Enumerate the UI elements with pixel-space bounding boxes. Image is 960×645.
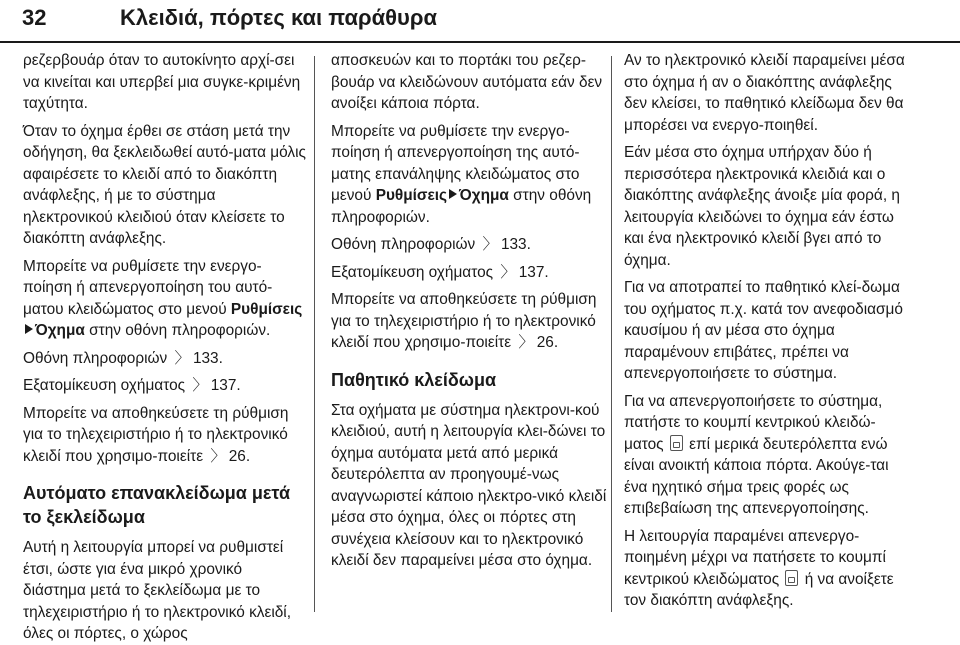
reference-page: 133. <box>500 236 531 253</box>
reference-text: Οθόνη πληροφοριών <box>23 349 168 367</box>
paragraph-text: Μπορείτε να αποθηκεύσετε τη ρύθμιση για το τηλεχειριστήριο ή το ηλεκτρονικό κλειδί που χρησιμο-ποιείτε <box>331 291 597 351</box>
reference-arrow-icon: 〉 <box>518 334 534 351</box>
paragraph: αποσκευών και το πορτάκι του ρεζερ-βουάρ να κλειδώνουν αυτόματα εάν δεν ανοίξει κάποια πόρτα. <box>331 52 603 112</box>
reference-arrow-icon: 〉 <box>500 263 516 281</box>
lock-icon <box>785 570 798 586</box>
reference-arrow-icon: 〉 <box>482 236 498 253</box>
paragraph <box>331 289 615 354</box>
reference-arrow-icon: 〉 <box>210 447 226 465</box>
paragraph-text: στην οθόνη πληροφοριών. <box>89 322 271 339</box>
reference-text: Οθόνη πληροφοριών <box>331 236 476 253</box>
reference-arrow-icon: 〉 <box>192 377 208 394</box>
paragraph: Στα οχήματα με σύστημα ηλεκτρονι-κού κλειδιού, αυτή η λειτουργία κλει-δώνει το όχημα αυτόματα μετά από μερικά δευτερόλεπτα αν προηγουμέ-νως αναγνωριστεί κάποιο ηλεκτρο-νικό κλειδί μέσα στο όχημα, όλες οι πόρτες στη συνέχεια κλείσουν και το ηλεκτρονικό κλειδί δεν παραμείνει μέσα στο όχημα. <box>331 401 607 569</box>
reference-page: 26. <box>228 447 251 465</box>
paragraph-text: Μπορείτε να αποθηκεύσετε τη ρύθμιση για το τηλεχειριστήριο ή το ηλεκτρονικό κλειδί που χρησιμο-ποιείτε <box>23 404 289 465</box>
triangle-right-icon <box>449 189 457 199</box>
column-3 <box>624 50 914 618</box>
paragraph-text: ή να ανοίξετε τον διακόπτη ανάφλεξης. <box>624 570 894 609</box>
paragraph: ρεζερβουάρ όταν το αυτοκίνητο αρχί-σει να κινείται και υπερβεί μια συγκε-κριμένη ταχύτητα. <box>23 52 301 112</box>
paragraph-text: Για να απενεργοποιήσετε το σύστημα, πατήστε το κουμπί κεντρικού κλειδώ-ματος <box>624 392 883 453</box>
reference-arrow-icon: 〉 <box>174 349 190 367</box>
page-title: Κλειδιά, πόρτες και παράθυρα <box>120 5 437 30</box>
paragraph-text: Μπορείτε να ρυθμίσετε την ενεργο-ποίηση ή απενεργοποίηση της αυτό-ματης επανάληψης κλειδώματος στο μενού <box>331 122 580 204</box>
paragraph <box>624 391 914 520</box>
reference-page: 137. <box>210 377 241 394</box>
reference-page: 133. <box>192 349 223 367</box>
paragraph: Όταν το όχημα έρθει σε στάση μετά την οδήγηση, θα ξεκλειδωθεί αυτό-ματα μόλις αφαιρέσετε το κλειδί από το διακόπτη ανάφλεξης, ή με το σύστημα ηλεκτρονικού κλειδιού όταν κλείσετε το διακόπτη ανάφλεξης. <box>23 122 306 247</box>
column-2 <box>331 50 615 578</box>
section-heading: Παθητικό κλείδωμα <box>331 369 497 390</box>
reference-page: 26. <box>536 334 559 351</box>
cross-reference <box>331 262 615 284</box>
paragraph: Αυτή η λειτουργία μπορεί να ρυθμιστεί έτσι, ώστε για ένα μικρό χρονικό διάστημα μετά το ξεκλείδωμα με το τηλεχειριστήριο ή το ηλεκτρονικό κλειδί, όλες οι πόρτες, ο χώρος <box>23 539 292 642</box>
cross-reference <box>23 348 307 370</box>
paragraph <box>23 403 307 468</box>
paragraph-text: Μπορείτε να ρυθμίσετε την ενεργο-ποίηση ή απενεργοποίηση του αυτό-ματου κλειδώματος στο μενού <box>23 257 273 318</box>
cross-reference <box>23 375 307 397</box>
unlock-icon <box>670 435 683 451</box>
paragraph-text: στην οθόνη πληροφοριών. <box>331 187 592 226</box>
paragraph <box>624 526 914 612</box>
paragraph <box>23 256 307 342</box>
column-1 <box>23 50 307 645</box>
triangle-right-icon <box>25 324 33 334</box>
paragraph <box>331 121 615 229</box>
paragraph-text: επί μερικά δευτερόλεπτα ενώ είναι ανοικτή κάποια πόρτα. Ακούγε-ται ένα ηχητικό σήμα τρεις φορές ως επιβεβαίωση της απενεργοποίησης. <box>624 435 889 517</box>
reference-text: Εξατομίκευση οχήματος <box>23 377 186 394</box>
column-divider <box>314 56 315 612</box>
cross-reference <box>331 234 615 256</box>
menu-path-settings: Ρυθμίσεις <box>375 187 448 204</box>
page-header <box>0 0 960 50</box>
header-rule <box>0 41 960 43</box>
reference-page: 137. <box>518 263 549 281</box>
page-number: 32 <box>22 5 47 30</box>
paragraph: Αν το ηλεκτρονικό κλειδί παραμείνει μέσα στο όχημα ή αν ο διακόπτης ανάφλεξης δεν κλείσει, το παθητικό κλείδωμα δεν θα μπορέσει να ενεργο-ποιηθεί. <box>624 52 905 134</box>
menu-path-vehicle: Όχημα <box>35 322 85 339</box>
menu-path-settings: Ρυθμίσεις <box>230 300 303 318</box>
paragraph: Για να αποτραπεί το παθητικό κλεί-δωμα του οχήματος π.χ. κατά τον ανεφοδιασμό καυσίμου ή αν μέσα στο όχημα παραμένουν επιβάτες, πρέπει να απενεργοποιήσετε το σύστημα. <box>624 279 903 382</box>
menu-path-vehicle: Όχημα <box>459 187 509 204</box>
paragraph: Εάν μέσα στο όχημα υπήρχαν δύο ή περισσότερα ηλεκτρονικά κλειδιά και ο διακόπτης ανάφλεξης άνοιξε μία φορά, η λειτουργία κλειδώνει το όχημα εάν έστω και ένα ηλεκτρονικό κλειδί βγει από το όχημα. <box>624 144 900 269</box>
section-heading: Αυτόματο επανακλείδωμα μετά το ξεκλείδωμα <box>23 483 291 527</box>
reference-text: Εξατομίκευση οχήματος <box>331 263 494 281</box>
paragraph-text: Η λειτουργία παραμένει απενεργο-ποιημένη μέχρι να πατήσετε το κουμπί κεντρικού κλειδώματος <box>624 527 886 588</box>
